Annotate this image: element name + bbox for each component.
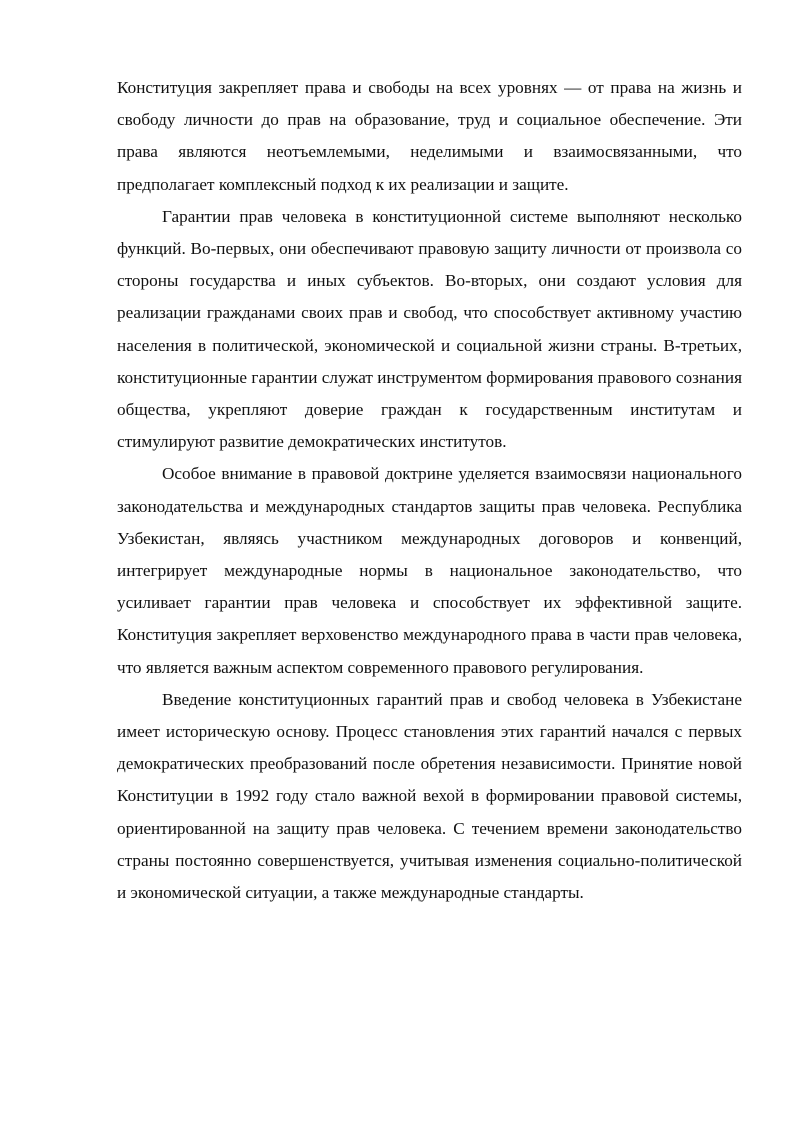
- paragraph-1: Конституция закрепляет права и свободы на всех уровнях — от права на жизнь и свободу личности до прав на образование, труд и социальное обеспечение. Эти права являются неотъемлемыми, неделимыми и взаимосвязанными, что предполагает комплексный подход к их реализации и защите.: [117, 78, 742, 194]
- paragraph-3: Особое внимание в правовой доктрине уделяется взаимосвязи национального законодательства и международных стандартов защиты прав человека. Республика Узбекистан, являясь участником международных договоров и конвенций, интегрирует международные нормы в национальное законодательство, что усиливает гарантии прав человека и способствует их эффективной защите. Конституция закрепляет верховенство международного права в части прав человека, что является важным аспектом современного правового регулирования.: [117, 464, 742, 677]
- document-page: [117, 72, 742, 909]
- paragraph-2: Гарантии прав человека в конституционной системе выполняют несколько функций. Во-первых, они обеспечивают правовую защиту личности от произвола со стороны государства и иных субъектов. Во-вторых, они создают условия для реализации гражданами своих прав и свобод, что способствует активному участию населения в политической, экономической и социальной жизни страны. В-третьих, конституционные гарантии служат инструментом формирования правового сознания общества, укрепляют доверие граждан к государственным институтам и стимулируют развитие демократических институтов.: [117, 206, 742, 452]
- paragraph-4: Введение конституционных гарантий прав и свобод человека в Узбекистане имеет историческую основу. Процесс становления этих гарантий начался с первых демократических преобразований после обретения независимости. Принятие новой Конституции в 1992 году стало важной вехой в формировании правовой системы, ориентированной на защиту прав человека. С течением времени законодательство страны постоянно совершенствуется, учитывая изменения социально-политической и экономической ситуации, а также международные стандарты.: [117, 689, 742, 903]
